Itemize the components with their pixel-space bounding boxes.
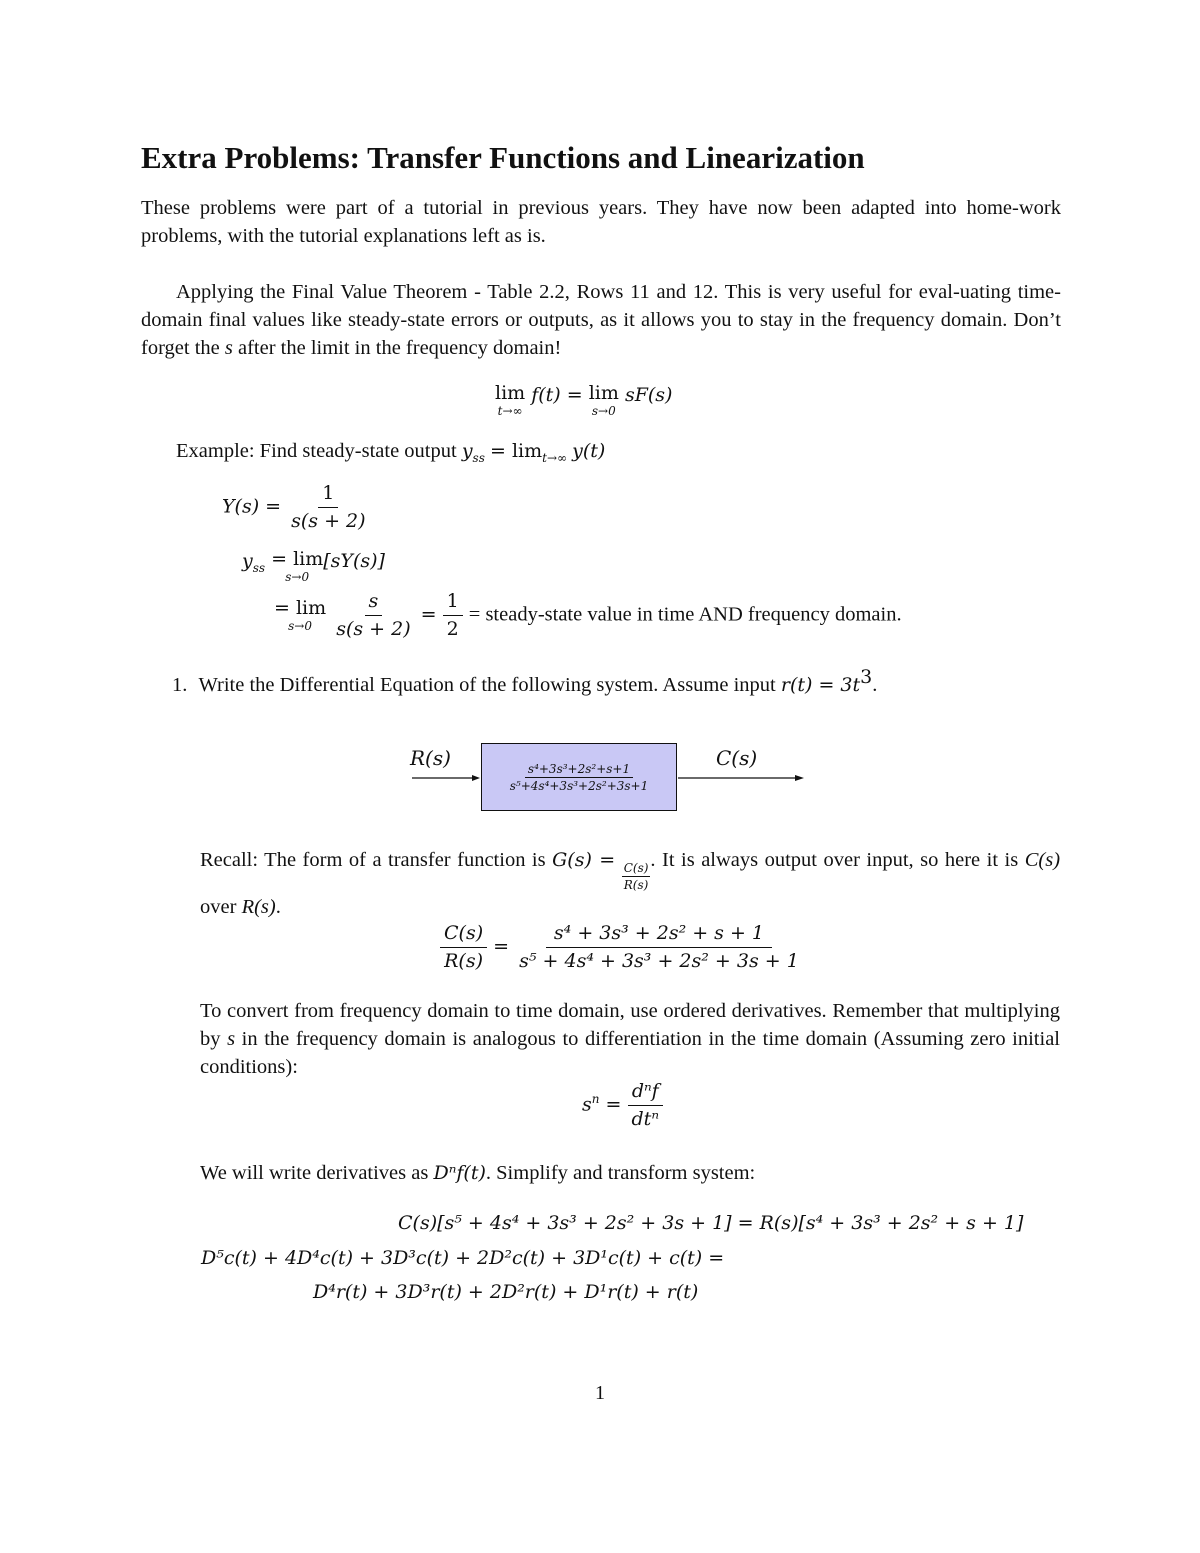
derivation-step3: = lim s→0 $\frac{s}{s(s + 2)}$ = $\frac{1}{2}$ = steady-state value in time AND frequency domain. — [274, 590, 902, 640]
page-number: 1 — [595, 1382, 605, 1404]
fvt-s: s — [224, 337, 233, 359]
lim-operator: lim t→∞ — [495, 382, 526, 418]
fraction: $\frac{\text{dⁿf}}{\text{dtⁿ}}$ — [628, 1080, 664, 1131]
tf-equation: $\frac{C(s)}{R(s)}$ = $\frac{\text{s⁴ + 3s³ + 2s² + s + 1}}{\text{s⁵ + 4s⁴ + 3s³ + 2s² + 3s + 1}}$ — [440, 922, 803, 973]
input-arrowhead — [472, 775, 480, 781]
fraction: $\frac{1}{s(s + 2)}$ — [291, 482, 366, 532]
fraction: $\frac{s}{s(s + 2)}$ — [336, 590, 411, 640]
yss-symbol: $y_{ss}$ — [461, 440, 485, 465]
output-label: C(s) — [716, 746, 758, 770]
recall-paragraph: Recall: The form of a transfer function is G(s) = $\frac{C(s)}{R(s)}$ . It is always output over input, so here it is C(s) over R(s). — [200, 849, 1061, 918]
equation-line-2: D⁵c(t) + 4D⁴c(t) + 3D³c(t) + 2D²c(t) + 3D¹c(t) + c(t) = — [201, 1247, 725, 1269]
fvt-lhs: f(t) = — [531, 384, 583, 406]
equation-line-3: D⁴r(t) + 3D³r(t) + 2D²r(t) + D¹r(t) + r(t) — [313, 1281, 699, 1303]
problem-number: 1. — [172, 673, 188, 696]
fvt-text-2: after the limit in the frequency domain! — [237, 337, 562, 359]
derivation-Y: Y(s) = $\frac{1}{s(s + 2)}$ — [222, 482, 370, 533]
convert-paragraph: To convert from frequency domain to time domain, use ordered derivatives. Remember that multiplying by s in the frequency domain is analogous to differentiation in the time domain (Assuming zero initial conditions): — [200, 1000, 1060, 1078]
transfer-function-block — [481, 743, 677, 811]
problem-1: 1. Write the Differential Equation of the following system. Assume input $r(t) = 3t^3$. — [172, 666, 878, 696]
page-title: Extra Problems: Transfer Functions and Linearization — [141, 140, 865, 175]
tf-numerator: s⁴+3s³+2s²+s+1 — [525, 762, 633, 778]
input-label: R(s) — [410, 746, 451, 770]
tf-denominator: s⁵+4s⁴+3s³+2s²+3s+1 — [509, 779, 649, 793]
fraction: $\frac{C(s)}{R(s)}$ — [623, 861, 649, 893]
fraction: $\frac{1}{2}$ — [443, 590, 463, 641]
fvt-text-1: Applying the Final Value Theorem - Table 2.2, Rows 11 and 12. This is very useful for eval-uating time-domain final values like steady-state errors or outputs, as it allows you to stay in the frequency domain. Don’t forget the — [141, 281, 1061, 359]
example-line: Example: Find steady-state output $y_{ss} = \lim_{t\to\infty} y(t)$ — [176, 440, 606, 466]
output-arrowhead — [795, 775, 804, 781]
example-text: Example: Find steady-state output — [176, 440, 457, 462]
derivation-yss: $y_{ss}$ = lim s→0 [sY(s)] — [242, 548, 385, 584]
fvt-equation — [495, 384, 672, 417]
fraction: $\frac{\text{s⁴ + 3s³ + 2s² + s + 1}}{\text{s⁵ + 4s⁴ + 3s³ + 2s² + 3s + 1}}$ — [519, 922, 799, 972]
write-derivatives-line: We will write derivatives as Dⁿf(t). Simplify and transform system: — [200, 1162, 756, 1184]
fvt-paragraph — [141, 278, 1061, 362]
intro-paragraph: These problems were part of a tutorial in previous years. They have now been adapted into home-work problems, with the tutorial explanations left as is. — [141, 197, 1061, 247]
fvt-rhs: sF(s) — [624, 384, 673, 406]
problem-text: Write the Differential Equation of the following system. Assume input — [198, 673, 776, 696]
lim-operator: lim s→0 — [588, 382, 619, 418]
equation-line-1: C(s)[s⁵ + 4s⁴ + 3s³ + 2s² + 3s + 1] = R(s)[s⁴ + 3s³ + 2s² + s + 1] — [398, 1212, 1024, 1234]
derivative-equation: $s^n$ = $\frac{\text{dⁿf}}{\text{dtⁿ}}$ — [582, 1080, 663, 1131]
fraction: $\frac{C(s)}{R(s)}$ — [440, 922, 487, 973]
